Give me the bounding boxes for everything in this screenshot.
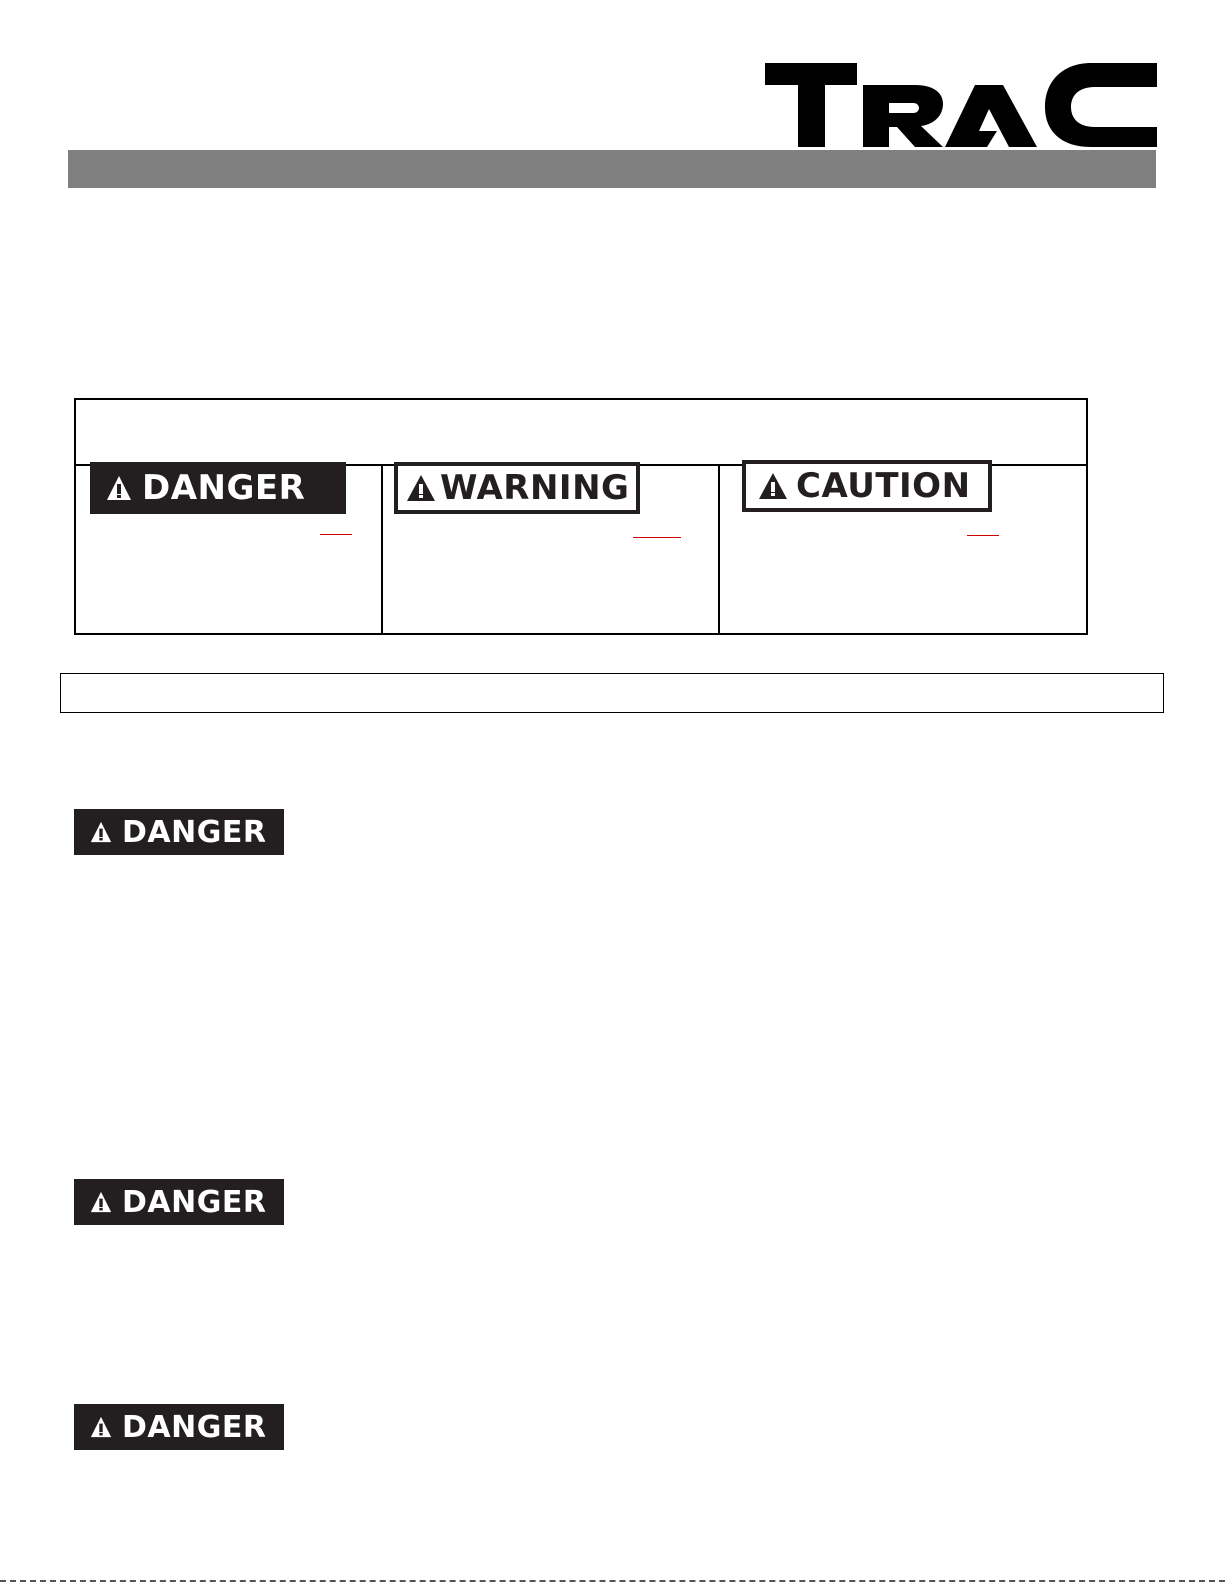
warning-triangle-icon: [758, 472, 788, 500]
notice-box: [60, 673, 1164, 713]
danger-badge: [74, 809, 284, 855]
caution-label: CAUTION: [796, 466, 971, 506]
underline-mark: [967, 535, 999, 536]
signal-table-header-row: [76, 400, 1086, 466]
danger-label: DANGER: [122, 814, 267, 850]
warning-badge: [394, 462, 640, 514]
signal-word-table: [74, 398, 1088, 635]
caution-badge: [742, 460, 992, 512]
danger-label: DANGER: [122, 1184, 267, 1220]
danger-label: DANGER: [122, 1409, 267, 1445]
column-divider: [381, 464, 383, 633]
warning-triangle-icon: [90, 821, 112, 843]
warning-triangle-icon: [406, 474, 436, 502]
danger-badge: [74, 1404, 284, 1450]
warning-triangle-icon: [90, 1191, 112, 1213]
trac-logo: [765, 55, 1157, 155]
footer-divider: [0, 1580, 1225, 1582]
column-divider: [718, 464, 720, 633]
section-header-bar: [68, 150, 1156, 188]
underline-mark: [633, 537, 681, 538]
warning-label: WARNING: [440, 468, 630, 508]
danger-label: DANGER: [142, 468, 306, 508]
warning-triangle-icon: [90, 1416, 112, 1438]
danger-badge: [74, 1179, 284, 1225]
underline-mark: [320, 534, 352, 535]
danger-badge: [90, 462, 346, 514]
warning-triangle-icon: [106, 475, 132, 501]
